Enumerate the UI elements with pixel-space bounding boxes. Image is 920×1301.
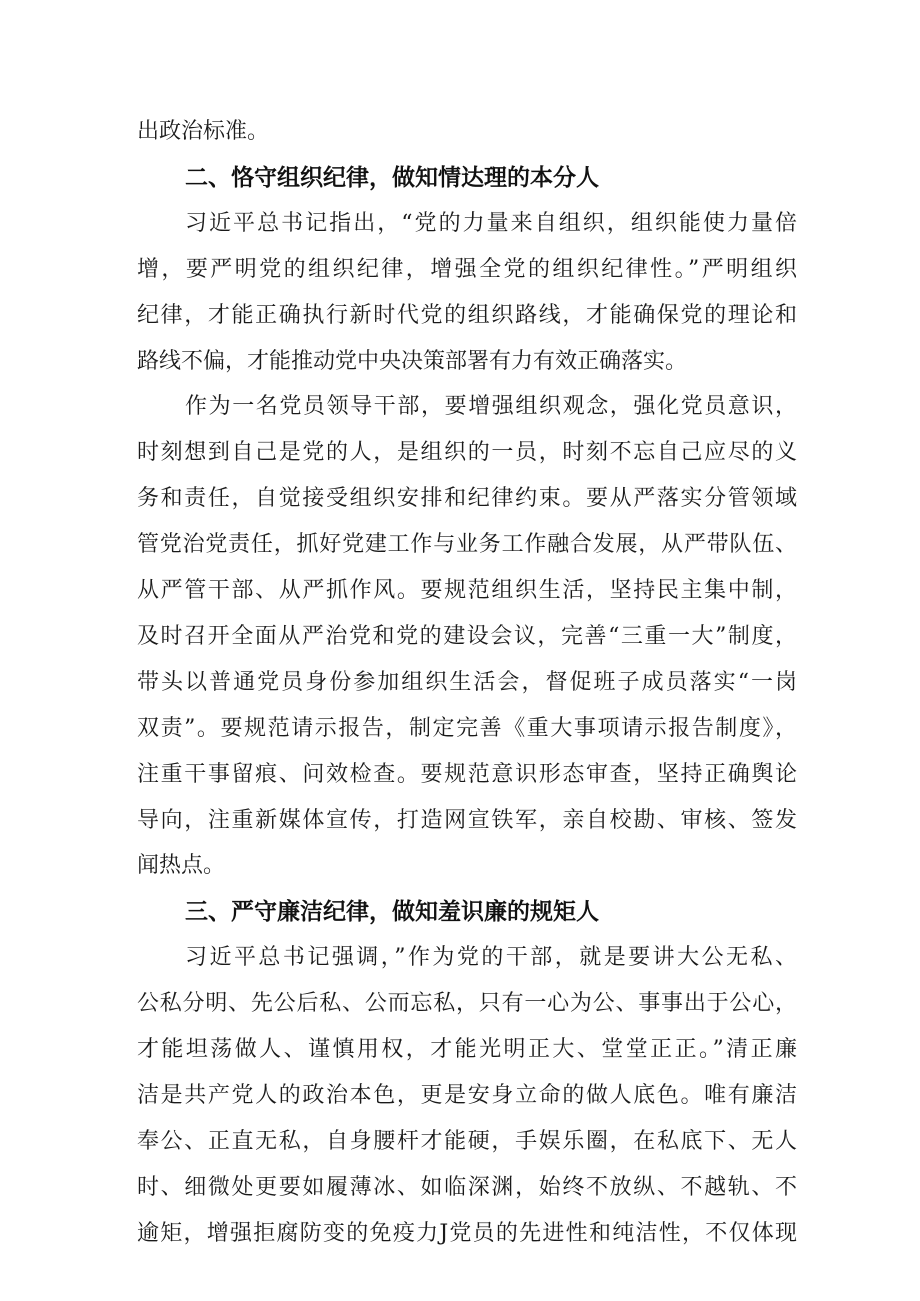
body-text-line: 出政治标准。	[137, 119, 270, 144]
body-text-line: 时刻想到自己是党的人，是组织的一员，时刻不忘自己应尽的义	[137, 440, 797, 465]
body-text-line: 带头以普通党员身份参加组织生活会，督促班子成员落实“一岗	[137, 670, 797, 695]
body-text-line: 公私分明、先公后私、公而忘私，只有一心为公、事事出于公心，	[137, 991, 797, 1016]
body-text-line: 纪律，才能正确执行新时代党的组织路线，才能确保党的理论和	[137, 303, 797, 328]
section-heading: 二、恪守组织纪律，做知情达理的本分人	[185, 165, 599, 191]
section-heading: 三、严守廉洁纪律，做知羞识廉的规矩人	[185, 899, 599, 925]
body-text-line: 奉公、正直无私，自身腰杆才能硬，手娱乐圈，在私底下、无人	[137, 1129, 797, 1154]
body-text-line: 务和责任，自觉接受组织安排和纪律约束。要从严落实分管领域	[137, 486, 797, 511]
body-text-line: 闻热点。	[137, 853, 226, 878]
body-text-line: 管党治党责任，抓好党建工作与业务工作融合发展，从严带队伍、	[137, 532, 797, 557]
body-text-line: 时、细微处更要如履薄冰、如临深渊，始终不放纵、不越轨、不	[137, 1175, 797, 1200]
body-text-line: 导向，注重新媒体宣传，打造网宣铁军，亲自校勘、审核、签发	[137, 808, 797, 833]
body-text-line: 习近平总书记强调，”作为党的干部，就是要讲大公无私、	[185, 945, 797, 970]
body-text-line: 才能坦荡做人、谨慎用权，才能光明正大、堂堂正正。”清正廉	[137, 1037, 797, 1062]
body-text-line: 作为一名党员领导干部，要增强组织观念，强化党员意识，	[185, 394, 797, 419]
body-text-line: 增，要严明党的组织纪律，增强全党的组织纪律性。”严明组织	[137, 257, 797, 282]
body-text-line: 注重干事留痕、问效检查。要规范意识形态审查，坚持正确舆论	[137, 762, 797, 787]
body-text-line: 路线不偏，才能推动党中央决策部署有力有效正确落实。	[137, 349, 688, 374]
body-text-line: 习近平总书记指出，“党的力量来自组织，组织能使力量倍	[185, 211, 797, 236]
body-text-line: 洁是共产党人的政治本色，更是安身立命的做人底色。唯有廉洁	[137, 1083, 797, 1108]
body-text-line: 双责”。要规范请示报告，制定完善《重大事项请示报告制度》，	[137, 716, 797, 741]
body-text-line: 及时召开全面从严治党和党的建设会议，完善“三重一大”制度，	[137, 624, 797, 649]
body-text-line: 从严管干部、从严抓作风。要规范组织生活，坚持民主集中制，	[137, 578, 797, 603]
body-text-line: 逾矩，增强拒腐防变的免疫力J党员的先进性和纯洁性，不仅体现	[137, 1221, 797, 1246]
